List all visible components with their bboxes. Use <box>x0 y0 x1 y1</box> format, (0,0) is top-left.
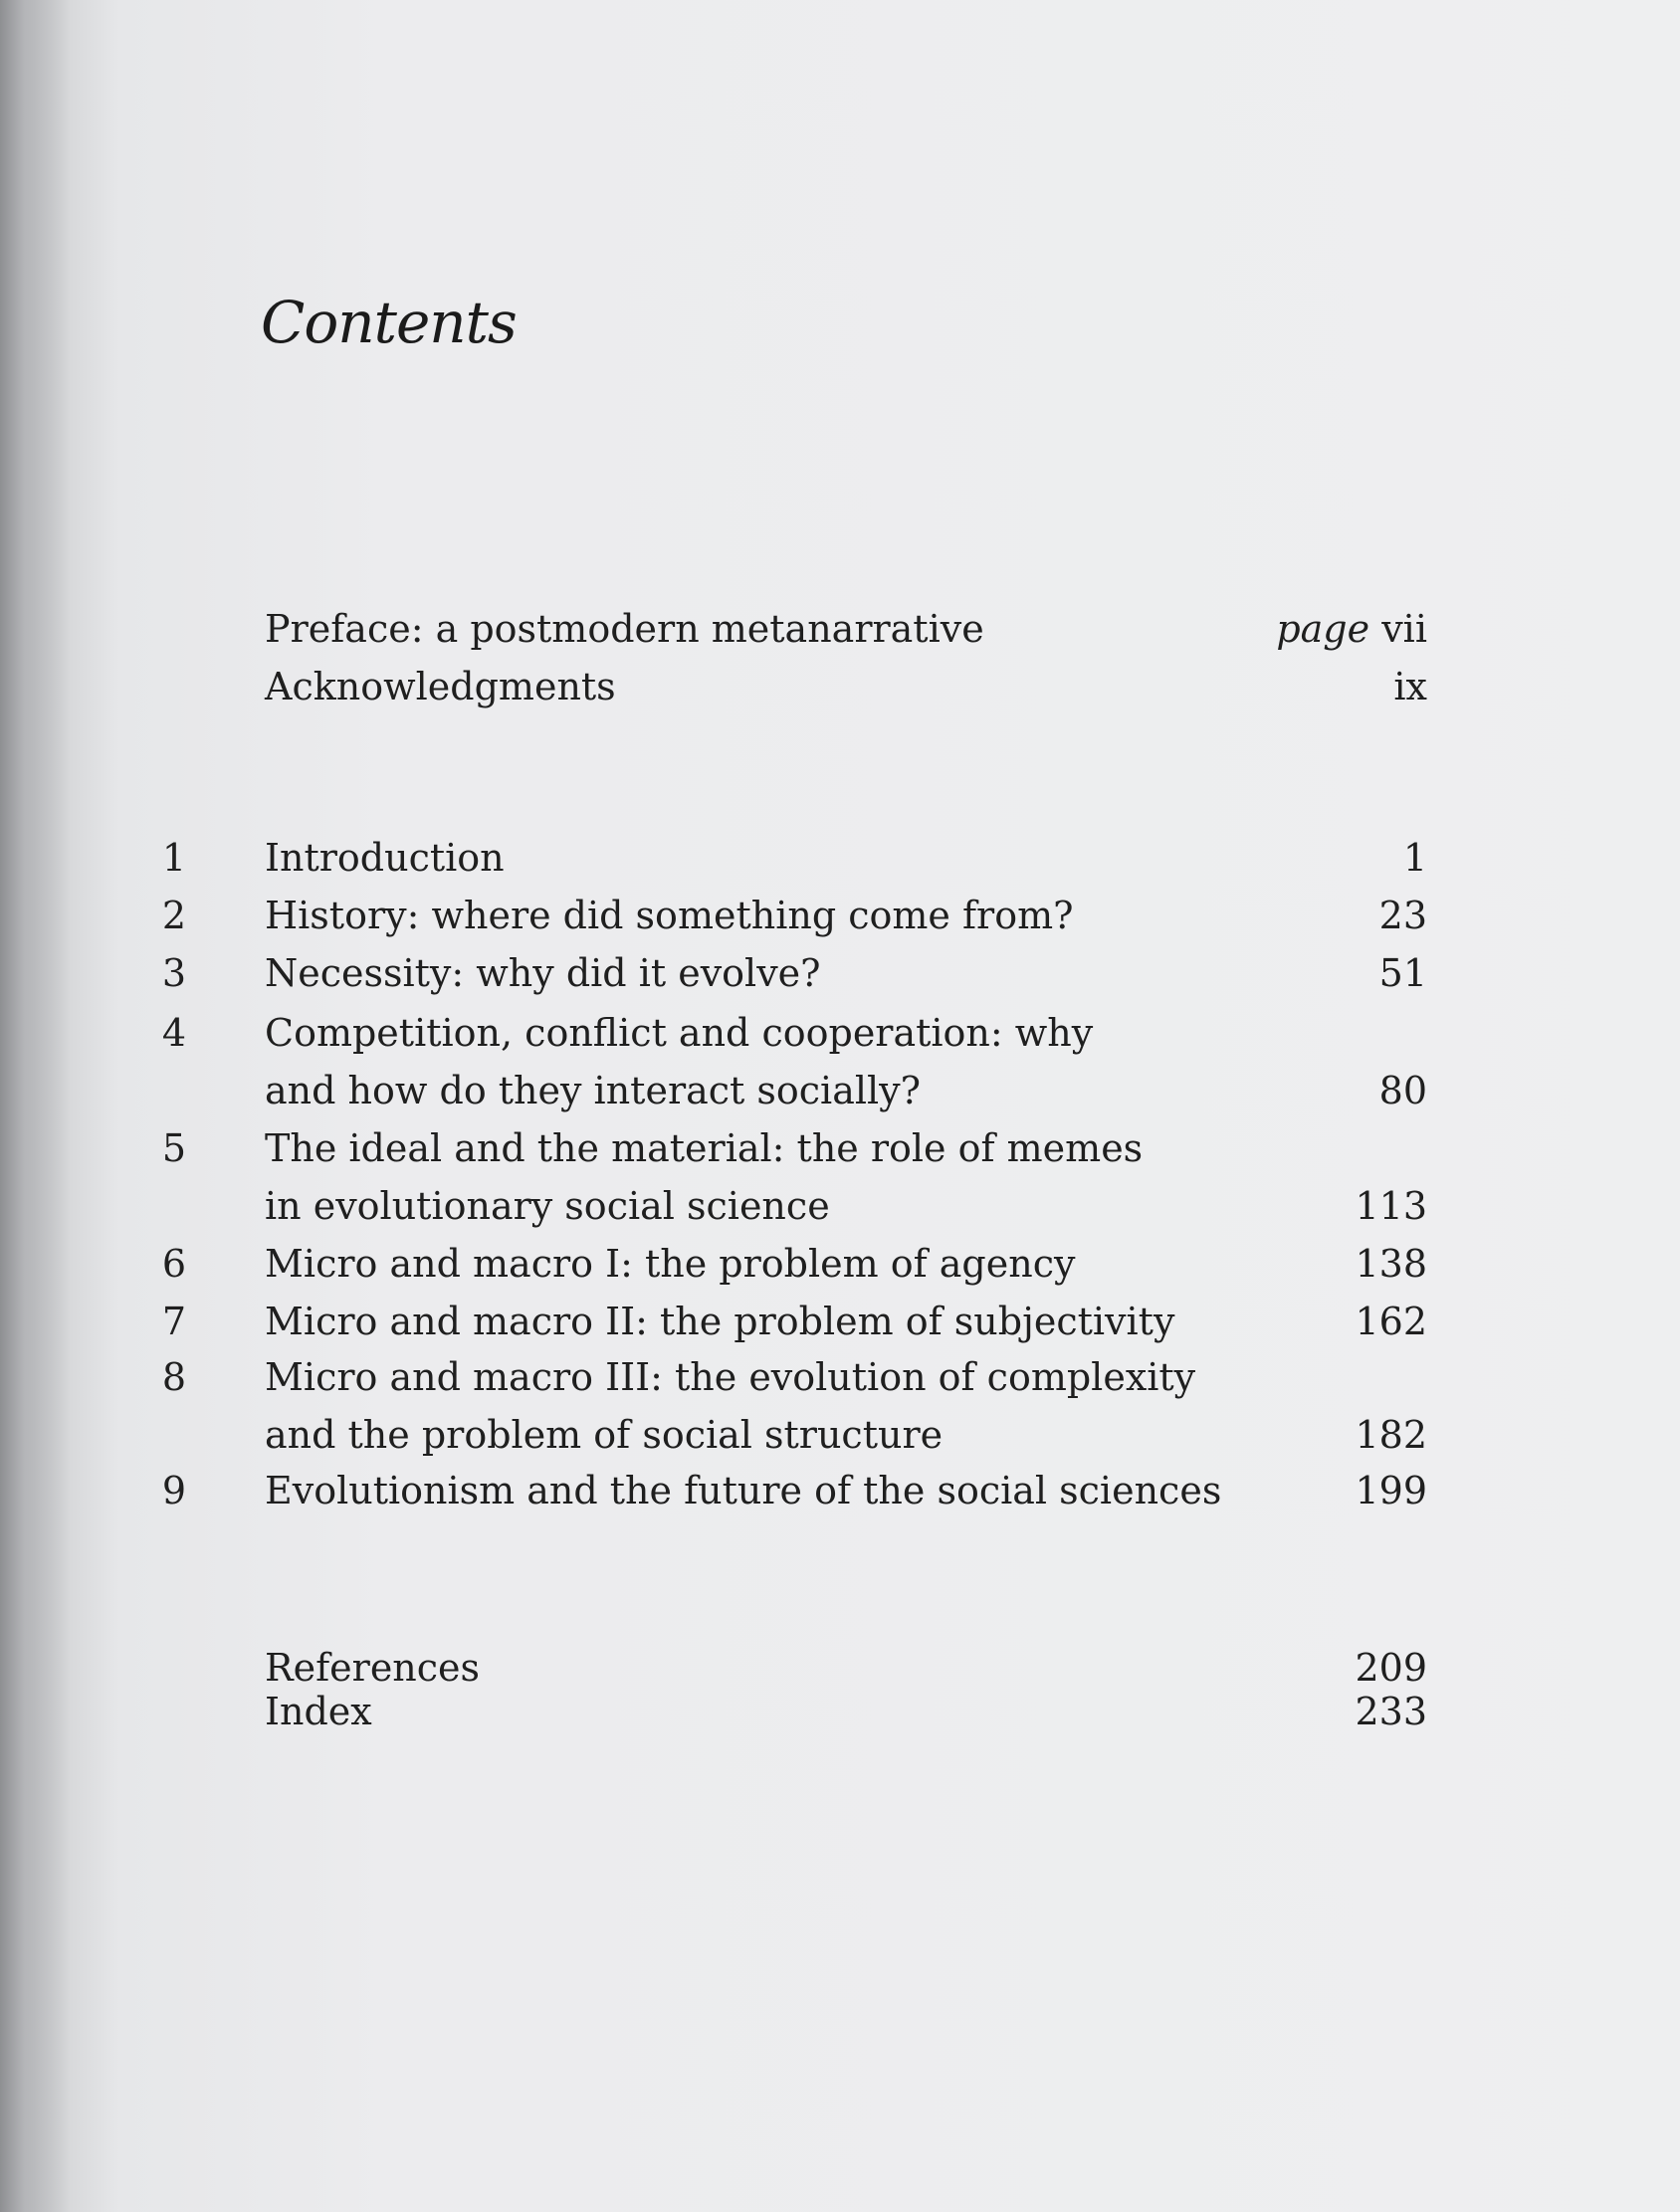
toc-chapter-8[interactable] <box>0 1349 1680 1405</box>
toc-entry-label: Index <box>265 1690 372 1733</box>
toc-entry-label: References <box>265 1646 481 1690</box>
chapter-title-line-1: Competition, conflict and cooperation: why <box>265 1011 1094 1055</box>
chapter-title: Introduction <box>265 836 505 880</box>
chapter-number: 3 <box>161 951 187 995</box>
chapter-number: 2 <box>161 894 187 937</box>
contents-heading: Contents <box>261 289 517 356</box>
chapter-page: 80 <box>1378 1069 1427 1112</box>
page-prefix: page <box>1276 607 1370 651</box>
toc-chapter-7[interactable] <box>0 1294 1680 1349</box>
chapter-page: 162 <box>1355 1300 1427 1343</box>
toc-chapter-1[interactable] <box>0 830 1680 886</box>
chapter-number: 8 <box>161 1355 187 1399</box>
chapter-title-line-1: Micro and macro III: the evolution of complexity <box>265 1355 1196 1399</box>
chapter-page: 23 <box>1378 894 1427 937</box>
chapter-title: Micro and macro II: the problem of subjectivity <box>265 1300 1175 1343</box>
chapter-title-line-2: and how do they interact socially? <box>265 1069 922 1112</box>
chapter-title-line-2: in evolutionary social science <box>265 1184 830 1228</box>
chapter-title: Necessity: why did it evolve? <box>265 951 821 995</box>
chapter-page: 138 <box>1355 1242 1427 1286</box>
chapter-title-line-2: and the problem of social structure <box>265 1413 944 1457</box>
chapter-number: 9 <box>161 1469 187 1512</box>
toc-entry-label: Acknowledgments <box>265 665 616 708</box>
chapter-page: 113 <box>1355 1184 1427 1228</box>
toc-chapter-5-continued[interactable] <box>0 1178 1680 1234</box>
chapter-title: Micro and macro I: the problem of agency <box>265 1242 1076 1286</box>
toc-entry-page: 233 <box>1355 1690 1427 1733</box>
toc-entry-page: ix <box>1393 665 1427 708</box>
toc-chapter-2[interactable] <box>0 888 1680 943</box>
chapter-title-line-1: The ideal and the material: the role of memes <box>265 1126 1144 1170</box>
chapter-number: 5 <box>161 1126 187 1170</box>
chapter-page: 182 <box>1355 1413 1427 1457</box>
toc-entry-page: page vii <box>1276 607 1427 651</box>
chapter-page: 199 <box>1355 1469 1427 1512</box>
chapter-title: History: where did something come from? <box>265 894 1074 937</box>
toc-chapter-9[interactable] <box>0 1463 1680 1518</box>
toc-chapter-5[interactable] <box>0 1120 1680 1176</box>
chapter-number: 6 <box>161 1242 187 1286</box>
toc-entry-preface[interactable] <box>0 601 1680 657</box>
chapter-number: 1 <box>161 836 187 880</box>
toc-chapter-4[interactable] <box>0 1005 1680 1061</box>
toc-entry-acknowledgments[interactable] <box>0 659 1680 714</box>
toc-chapter-4-continued[interactable] <box>0 1063 1680 1118</box>
toc-entry-label: Preface: a postmodern metanarrative <box>265 607 984 651</box>
toc-chapter-3[interactable] <box>0 945 1680 1001</box>
chapter-title: Evolutionism and the future of the social sciences <box>265 1469 1222 1512</box>
chapter-number: 4 <box>161 1011 187 1055</box>
chapter-number: 7 <box>161 1300 187 1343</box>
toc-entry-page: 209 <box>1355 1646 1427 1690</box>
toc-chapter-8-continued[interactable] <box>0 1407 1680 1463</box>
chapter-page: 1 <box>1402 836 1427 880</box>
chapter-page: 51 <box>1378 951 1427 995</box>
toc-entry-index[interactable] <box>0 1684 1680 1739</box>
toc-chapter-6[interactable] <box>0 1236 1680 1292</box>
